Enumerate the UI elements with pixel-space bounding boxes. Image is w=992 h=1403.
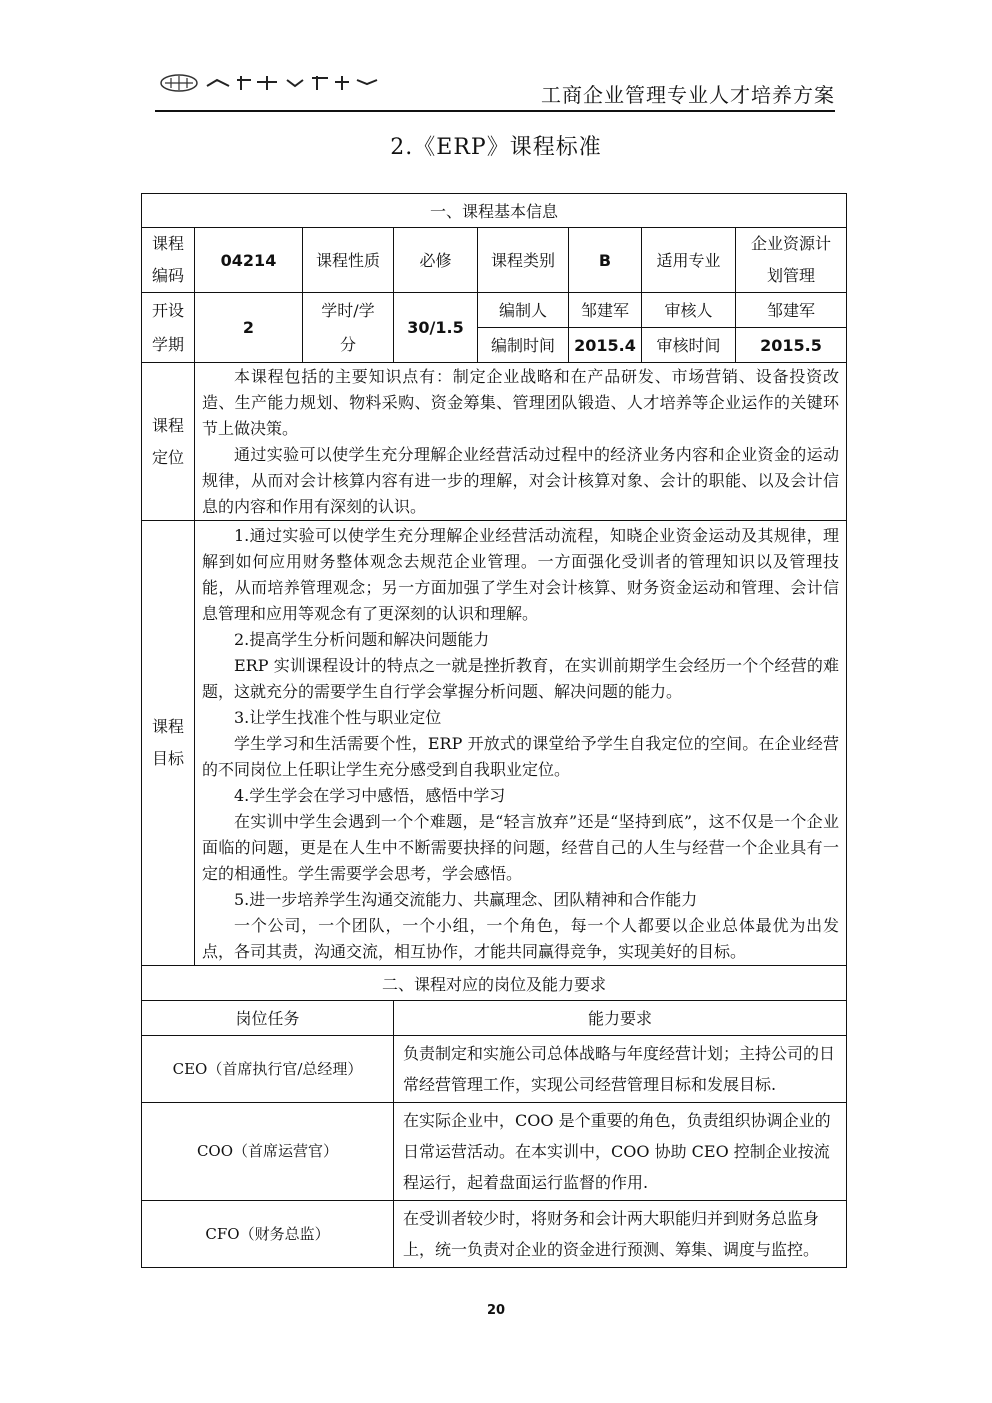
author-value: 邹建军 <box>569 293 642 328</box>
role-row-coo <box>142 1103 847 1201</box>
course-code-label: 课程 编码 <box>142 228 195 293</box>
course-position-row <box>142 363 847 521</box>
goal-paragraph: 在实训中学生会遇到一个个难题，是“轻言放弃”还是“坚持到底”，这不仅是一个企业面临的问题，更是在人生中不断需要抉择的问题，经营自己的人生与经营一个企业具有一定的相通性。学生需要学会思考，学会感悟。 <box>202 812 840 883</box>
role-ceo: CEO（首席执行官/总经理） <box>142 1036 394 1103</box>
page-header <box>155 68 835 112</box>
role-cfo: CFO（财务总监） <box>142 1201 394 1268</box>
header-title: 工商企业管理专业人才培养方案 <box>541 83 835 107</box>
section2-heading-row <box>142 966 847 1001</box>
document-title: 2.《ERP》课程标准 <box>390 135 602 160</box>
goal-content <box>195 521 847 966</box>
hours-label: 学时/学 分 <box>303 293 394 363</box>
goal-paragraph: 一个公司，一个团队，一个小组，一个角色，每一个人都要以企业总体最优为出发点，各司其责，沟通交流，相互协作，才能共同赢得竞争，实现美好的目标。 <box>202 916 840 961</box>
goal-paragraph: 4.学生学会在学习中感悟，感悟中学习 <box>234 786 506 805</box>
position-label: 课程 定位 <box>142 363 195 521</box>
role-column-header: 岗位任务 <box>142 1001 394 1036</box>
position-paragraph: 本课程包括的主要知识点有：制定企业战略和在产品研发、市场营销、设备投资改造、生产能力规划、物料采购、资金筹集、管理团队锻造、人才培养等企业运作的关键环节上做决策。 <box>202 367 840 438</box>
goal-paragraph: 2.提高学生分析问题和解决问题能力 <box>234 630 490 649</box>
author-date-label: 编制时间 <box>478 328 569 363</box>
major-value: 企业资源计 划管理 <box>736 228 847 293</box>
author-label: 编制人 <box>478 293 569 328</box>
review-date-label: 审核时间 <box>642 328 736 363</box>
role-row-cfo <box>142 1201 847 1268</box>
school-logo-icon <box>157 70 387 94</box>
review-date-value: 2015.5 <box>736 328 847 363</box>
basic-info-row-1 <box>142 228 847 293</box>
position-paragraph: 通过实验可以使学生充分理解企业经营活动过程中的经济业务内容和企业资金的运动规律，从而对会计核算内容有进一步的理解，对会计核算对象、会计的职能、以及会计信息的内容和作用有深刻的认识。 <box>202 445 840 516</box>
basic-info-row-2 <box>142 293 847 328</box>
nature-label: 课程性质 <box>303 228 394 293</box>
hours-value: 30/1.5 <box>394 293 478 363</box>
nature-value: 必修 <box>394 228 478 293</box>
course-goal-row <box>142 521 847 966</box>
course-standard-table <box>141 193 847 1268</box>
section1-heading: 一、课程基本信息 <box>142 194 847 228</box>
course-code-value: 04214 <box>195 228 303 293</box>
goal-paragraph: 3.让学生找准个性与职业定位 <box>234 708 442 727</box>
goal-paragraph: 1.通过实验可以使学生充分理解企业经营活动流程，知晓企业资金运动及其规律，理解到如何应用财务整体观念去规范企业管理。一方面强化受训者的管理知识以及管理技能，从而培养管理观念；另一方面加强了学生对会计核算、财务资金运动和管理、会计信息管理和应用等观念有了更深刻的认识和理解。 <box>202 526 840 623</box>
ability-coo: 在实际企业中，COO 是个重要的角色，负责组织协调企业的日常运营活动。在本实训中，COO 协助 CEO 控制企业按流程运行，起着盘面运行监督的作用. <box>394 1103 847 1201</box>
role-row-ceo <box>142 1036 847 1103</box>
category-value: B <box>569 228 642 293</box>
role-header-row <box>142 1001 847 1036</box>
goal-paragraph: 5.进一步培养学生沟通交流能力、共赢理念、团队精神和合作能力 <box>234 890 698 909</box>
role-coo: COO（首席运营官） <box>142 1103 394 1201</box>
section2-heading: 二、课程对应的岗位及能力要求 <box>142 966 847 1001</box>
goal-paragraph: 学生学习和生活需要个性，ERP 开放式的课堂给予学生自我定位的空间。在企业经营的不同岗位上任职让学生充分感受到自我职业定位。 <box>202 734 840 779</box>
ability-column-header: 能力要求 <box>394 1001 847 1036</box>
category-label: 课程类别 <box>478 228 569 293</box>
reviewer-label: 审核人 <box>642 293 736 328</box>
page-number: 20 <box>486 1303 506 1318</box>
goal-label: 课程 目标 <box>142 521 195 966</box>
major-label: 适用专业 <box>642 228 736 293</box>
ability-ceo: 负责制定和实施公司总体战略与年度经营计划；主持公司的日常经营管理工作，实现公司经营管理目标和发展目标. <box>394 1036 847 1103</box>
section1-heading-row <box>142 194 847 228</box>
author-date-value: 2015.4 <box>569 328 642 363</box>
term-value: 2 <box>195 293 303 363</box>
ability-cfo: 在受训者较少时，将财务和会计两大职能归并到财务总监身上，统一负责对企业的资金进行预测、筹集、调度与监控。 <box>394 1201 847 1268</box>
position-content <box>195 363 847 521</box>
reviewer-value: 邹建军 <box>736 293 847 328</box>
goal-paragraph: ERP 实训课程设计的特点之一就是挫折教育，在实训前期学生会经历一个个经营的难题，这就充分的需要学生自行学会掌握分析问题、解决问题的能力。 <box>202 656 840 701</box>
term-label: 开设 学期 <box>142 293 195 363</box>
